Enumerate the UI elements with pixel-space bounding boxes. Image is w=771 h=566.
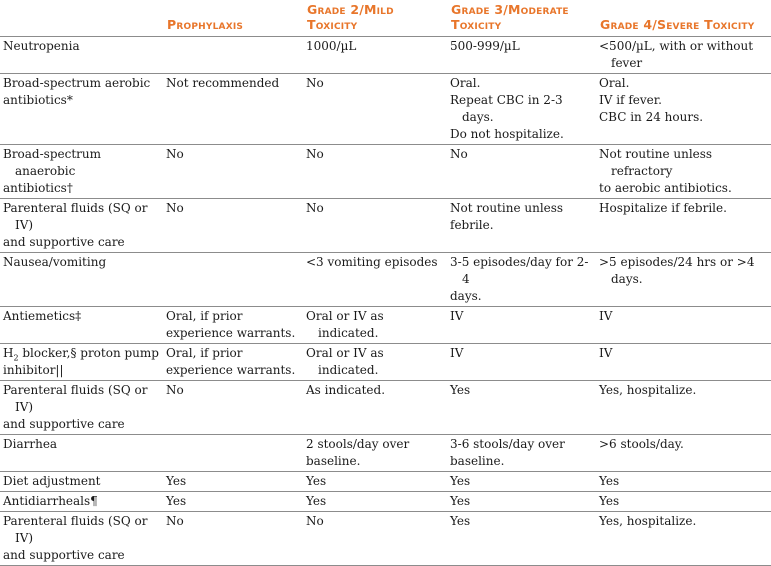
cell-line: Yes xyxy=(166,494,187,508)
cell-content xyxy=(447,199,596,235)
cell-line: No xyxy=(306,76,324,90)
header-grade-4-severe: Grade 4/Severe Toxicity xyxy=(600,17,755,32)
row-label xyxy=(0,253,163,307)
cell-line: 2 stools/day over xyxy=(306,437,410,451)
cell-line: CBC in 24 hours. xyxy=(599,110,704,124)
grade-3-cell xyxy=(447,253,596,307)
grade-2-cell xyxy=(303,512,447,566)
cell-line: Parenteral fluids (SQ or IV) xyxy=(3,201,148,232)
cell-line: Hospitalize if febrile. xyxy=(599,201,727,215)
grade-4-cell xyxy=(596,512,771,566)
grade-3-cell xyxy=(447,381,596,435)
row-label xyxy=(0,472,163,492)
grade-2-cell xyxy=(303,381,447,435)
table-row xyxy=(0,74,771,145)
cell-line: Antiemetics‡ xyxy=(3,309,82,323)
table-row xyxy=(0,381,771,435)
cell-line: and supportive care xyxy=(3,548,125,562)
cell-line: Parenteral fluids (SQ or IV) xyxy=(3,383,148,414)
cell-line: and supportive care xyxy=(3,417,125,431)
prophylaxis-cell xyxy=(163,472,303,492)
table-row xyxy=(0,307,771,344)
cell-line: IV xyxy=(599,309,613,323)
cell-line: days. xyxy=(450,289,482,303)
cell-content xyxy=(163,472,303,491)
cell-line: Yes xyxy=(306,474,327,488)
cell-content xyxy=(596,344,771,363)
cell-line: Nausea/vomiting xyxy=(3,255,107,269)
cell-content xyxy=(0,74,163,110)
cell-line: Neutropenia xyxy=(3,39,80,53)
cell-content xyxy=(303,344,447,380)
cell-line: No xyxy=(306,201,324,215)
row-label xyxy=(0,37,163,74)
cell-line: No xyxy=(166,147,184,161)
prophylaxis-cell xyxy=(163,307,303,344)
cell-content xyxy=(163,253,303,255)
row-label xyxy=(0,512,163,566)
cell-line: Do not hospitalize. xyxy=(450,127,564,141)
cell-line: 3-5 episodes/day for 2-4 xyxy=(450,255,589,286)
cell-line: baseline. xyxy=(450,454,505,468)
cell-content xyxy=(0,381,163,434)
cell-content xyxy=(596,199,771,218)
cell-line: to aerobic antibiotics. xyxy=(599,181,732,195)
cell-content xyxy=(163,435,303,437)
prophylaxis-cell xyxy=(163,74,303,145)
cell-content xyxy=(0,492,163,511)
header-grade-3-line-2: Toxicity xyxy=(451,17,502,32)
cell-line: >5 episodes/24 hrs or >4 days. xyxy=(599,255,755,286)
cell-content xyxy=(163,492,303,511)
cell-line: $H_2$ blocker,§ proton pump xyxy=(3,346,159,363)
cell-content xyxy=(303,492,447,511)
cell-line: No xyxy=(166,514,184,528)
cell-content xyxy=(0,344,163,380)
prophylaxis-cell xyxy=(163,435,303,472)
table-row xyxy=(0,253,771,307)
cell-content xyxy=(303,253,447,272)
cell-line: IV xyxy=(599,346,613,360)
cell-content xyxy=(0,199,163,252)
cell-line: Not routine unless xyxy=(450,201,564,215)
grade-3-cell xyxy=(447,199,596,253)
cell-content xyxy=(447,145,596,164)
cell-content xyxy=(596,253,771,289)
row-label xyxy=(0,145,163,199)
cell-content xyxy=(163,381,303,400)
cell-line: antibiotics* xyxy=(3,93,73,107)
cell-content xyxy=(0,253,163,272)
cell-line: Oral, if prior xyxy=(166,346,243,360)
prophylaxis-cell xyxy=(163,492,303,512)
grade-4-cell xyxy=(596,74,771,145)
cell-content xyxy=(0,435,163,454)
cell-content xyxy=(596,37,771,73)
cell-line: Broad-spectrum anaerobic xyxy=(3,147,101,178)
grade-4-cell xyxy=(596,199,771,253)
cell-content xyxy=(303,145,447,164)
cell-line: and supportive care xyxy=(3,235,125,249)
cell-line: Yes xyxy=(450,514,471,528)
cell-content xyxy=(303,74,447,93)
grade-4-cell xyxy=(596,381,771,435)
row-label xyxy=(0,492,163,512)
cell-content xyxy=(0,307,163,326)
cell-line: inhibitor|| xyxy=(3,363,64,377)
cell-line: Yes, hospitalize. xyxy=(599,514,697,528)
cell-content xyxy=(303,472,447,491)
cell-line: <500/µL, with or without fever xyxy=(599,39,754,70)
cell-content xyxy=(596,74,771,127)
grade-3-cell xyxy=(447,512,596,566)
row-label xyxy=(0,381,163,435)
grade-3-cell xyxy=(447,492,596,512)
table-row xyxy=(0,344,771,381)
cell-line: antibiotics† xyxy=(3,181,73,195)
cell-line: Yes xyxy=(166,474,187,488)
cell-line: Yes xyxy=(599,474,620,488)
cell-line: Oral, if prior xyxy=(166,309,243,323)
cell-content xyxy=(596,435,771,454)
cell-line: >6 stools/day. xyxy=(599,437,684,451)
grade-2-cell xyxy=(303,199,447,253)
table-row xyxy=(0,199,771,253)
cell-line: Yes xyxy=(450,474,471,488)
cell-content xyxy=(163,199,303,218)
grade-2-cell xyxy=(303,435,447,472)
cell-line: Oral or IV as indicated. xyxy=(306,346,384,377)
cell-content xyxy=(0,37,163,56)
cell-line: <3 vomiting episodes xyxy=(306,255,438,269)
grade-3-cell xyxy=(447,74,596,145)
cell-content xyxy=(596,145,771,198)
prophylaxis-cell xyxy=(163,145,303,199)
header-prophylaxis: Prophylaxis xyxy=(167,17,244,32)
cell-content xyxy=(303,307,447,343)
cell-line: Yes xyxy=(599,494,620,508)
header-grade-3-line-1: Grade 3/Moderate xyxy=(451,2,569,17)
table-row xyxy=(0,435,771,472)
cell-content xyxy=(596,512,771,531)
cell-line: Parenteral fluids (SQ or IV) xyxy=(3,514,148,545)
cell-content xyxy=(447,74,596,144)
grade-4-cell xyxy=(596,344,771,381)
header-grade-2-mild: Grade 2/Mild Toxicity xyxy=(307,2,394,32)
grade-3-cell xyxy=(447,307,596,344)
cell-content xyxy=(303,37,447,56)
header-grade-3-moderate xyxy=(447,0,596,37)
grade-4-cell xyxy=(596,472,771,492)
cell-line: 1000/µL xyxy=(306,39,357,53)
cell-content xyxy=(596,492,771,511)
cell-content xyxy=(303,381,447,400)
row-label xyxy=(0,307,163,344)
cell-line: No xyxy=(306,514,324,528)
grade-4-cell xyxy=(596,253,771,307)
cell-line: 500-999/µL xyxy=(450,39,520,53)
row-label xyxy=(0,344,163,381)
cell-line: As indicated. xyxy=(306,383,386,397)
cell-line: Oral or IV as indicated. xyxy=(306,309,384,340)
cell-line: Diarrhea xyxy=(3,437,58,451)
cell-content xyxy=(163,145,303,164)
table-row xyxy=(0,37,771,74)
grade-2-cell xyxy=(303,145,447,199)
grade-4-cell xyxy=(596,37,771,74)
cell-content xyxy=(447,307,596,326)
prophylaxis-cell xyxy=(163,199,303,253)
prophylaxis-cell xyxy=(163,512,303,566)
cell-content xyxy=(447,435,596,471)
cell-content xyxy=(447,253,596,306)
cell-line: Yes xyxy=(450,383,471,397)
cell-content xyxy=(447,37,596,56)
cell-content xyxy=(596,472,771,491)
table-row xyxy=(0,145,771,199)
table-body xyxy=(0,37,771,566)
grade-2-cell xyxy=(303,492,447,512)
cell-content xyxy=(447,512,596,531)
cell-line: No xyxy=(306,147,324,161)
cell-content xyxy=(163,512,303,531)
cell-line: Antidiarrheals¶ xyxy=(3,494,98,508)
grade-2-cell xyxy=(303,344,447,381)
cell-content xyxy=(596,307,771,326)
cell-content xyxy=(303,199,447,218)
grade-3-cell xyxy=(447,145,596,199)
cell-content xyxy=(0,512,163,565)
cell-line: No xyxy=(450,147,468,161)
cell-line: Yes xyxy=(450,494,471,508)
cell-content xyxy=(303,512,447,531)
grade-3-cell xyxy=(447,435,596,472)
grade-2-cell xyxy=(303,253,447,307)
cell-line: IV xyxy=(450,346,464,360)
table-row xyxy=(0,472,771,492)
row-label xyxy=(0,74,163,145)
prophylaxis-cell xyxy=(163,37,303,74)
cell-content xyxy=(163,37,303,39)
grade-3-cell xyxy=(447,37,596,74)
cell-line: Yes, hospitalize. xyxy=(599,383,697,397)
cell-line: Oral. xyxy=(599,76,630,90)
cell-content xyxy=(447,472,596,491)
cell-line: Not routine unless refractory xyxy=(599,147,713,178)
table-row xyxy=(0,492,771,512)
prophylaxis-cell xyxy=(163,253,303,307)
grade-4-cell xyxy=(596,435,771,472)
cell-line: Broad-spectrum aerobic xyxy=(3,76,151,90)
cell-line: Diet adjustment xyxy=(3,474,101,488)
grade-4-cell xyxy=(596,307,771,344)
cell-line: febrile. xyxy=(450,218,494,232)
header-empty xyxy=(0,0,163,37)
cell-content xyxy=(303,435,447,471)
grade-2-cell xyxy=(303,37,447,74)
grade-4-cell xyxy=(596,492,771,512)
cell-line: experience warrants. xyxy=(166,363,296,377)
cell-content xyxy=(447,492,596,511)
header-row xyxy=(0,0,771,37)
cell-content xyxy=(447,344,596,363)
row-label xyxy=(0,435,163,472)
grade-4-cell xyxy=(596,145,771,199)
cell-line: Oral. xyxy=(450,76,481,90)
grade-2-cell xyxy=(303,74,447,145)
cell-line: baseline. xyxy=(306,454,361,468)
cell-line: Not recommended xyxy=(166,76,280,90)
prophylaxis-cell xyxy=(163,344,303,381)
cell-content xyxy=(163,307,303,343)
cell-content xyxy=(0,145,163,198)
grade-2-cell xyxy=(303,307,447,344)
grade-3-cell xyxy=(447,344,596,381)
cell-content xyxy=(163,74,303,93)
cell-line: IV if fever. xyxy=(599,93,662,107)
cell-line: experience warrants. xyxy=(166,326,296,340)
cell-content xyxy=(0,472,163,491)
cell-line: IV xyxy=(450,309,464,323)
grade-3-cell xyxy=(447,472,596,492)
cell-line: No xyxy=(166,383,184,397)
cell-content xyxy=(447,381,596,400)
table-row xyxy=(0,512,771,566)
prophylaxis-cell xyxy=(163,381,303,435)
cell-line: No xyxy=(166,201,184,215)
cell-content xyxy=(163,344,303,380)
cell-line: Yes xyxy=(306,494,327,508)
cell-line: 3-6 stools/day over xyxy=(450,437,565,451)
row-label xyxy=(0,199,163,253)
cell-content xyxy=(596,381,771,400)
grade-2-cell xyxy=(303,472,447,492)
cell-line: Repeat CBC in 2-3 days. xyxy=(450,93,563,124)
